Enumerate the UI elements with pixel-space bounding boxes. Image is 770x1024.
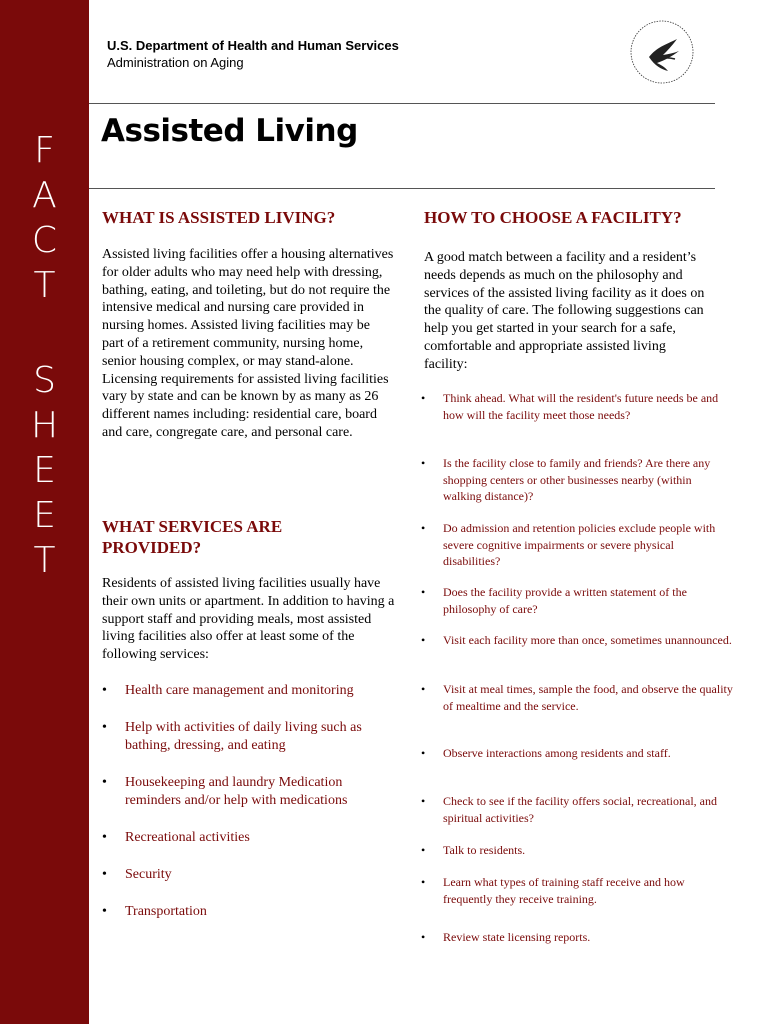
services-list — [100, 682, 400, 921]
agency-block — [107, 37, 399, 71]
letter: F — [34, 130, 55, 171]
tip-item: • Visit at meal times, sample the food, and observe the quality of mealtime and the service. — [421, 682, 733, 713]
tip-item: • Do admission and retention policies exclude people with severe cognitive impairments or severe physical disabilities? — [421, 521, 716, 568]
hhs-seal-icon — [627, 17, 697, 87]
sheet-label — [0, 358, 89, 583]
list-item: • Health care management and monitoring — [100, 682, 400, 700]
tip-item: • Observe interactions among residents and staff. — [421, 746, 671, 760]
title-rule — [89, 188, 715, 189]
tip-text: Visit each facility more than once, sometimes unannounced. — [443, 633, 732, 647]
tip-item: • Think ahead. What will the resident's future needs be and how will the facility meet those needs? — [421, 391, 719, 422]
tip-item: • Review state licensing reports. — [421, 930, 591, 944]
page-title: Assisted Living — [101, 113, 358, 149]
letter: T — [33, 265, 56, 306]
sidebar-band — [0, 0, 89, 1024]
list-item: • Recreational activities — [100, 829, 400, 847]
letter: A — [32, 175, 57, 216]
tip-text: Observe interactions among residents and staff. — [443, 746, 671, 760]
tip-text: Check to see if the facility offers social, recreational, and spiritual activities? — [443, 794, 717, 825]
agency-name: Administration on Aging — [107, 55, 244, 70]
tip-text: Is the facility close to family and friends? Are there any shopping centers or other businesses nearby (within walking distance)? — [443, 456, 711, 503]
tip-item: • Visit each facility more than once, sometimes unannounced. — [421, 633, 732, 647]
letter: C — [31, 220, 58, 261]
tip-item: • Learn what types of training staff receive and how frequently they receive training. — [421, 875, 685, 906]
list-item: • Security — [100, 866, 400, 884]
choose-paragraph: A good match between a facility and a resident’s needs depends as much on the philosophy and services of the assisted living facility as it does on the quality of care. The following suggestions can help you get started in your search for a safe, comfortable and appropriate assisted living facility: — [424, 250, 705, 372]
tip-item: • Check to see if the facility offers social, recreational, and spiritual activities? — [421, 794, 717, 825]
letter: E — [33, 450, 56, 491]
list-item: • Help with activities of daily living such as bathing, dressing, and eating — [100, 719, 400, 755]
tip-text: Learn what types of training staff receive and how frequently they receive training. — [443, 875, 685, 906]
letter: E — [33, 495, 56, 536]
section-heading-services: WHAT SERVICES ARE PROVIDED? — [102, 517, 283, 557]
tip-text: Talk to residents. — [443, 843, 526, 857]
services-paragraph: Residents of assisted living facilities usually have their own units or apartment. In addition to having a support staff and providing meals, most assisted living facilities also offer at least some of the following services: — [102, 576, 395, 663]
fact-label — [0, 128, 89, 308]
tip-text: Do admission and retention policies exclude people with severe cognitive impairments or severe physical disabilities? — [443, 521, 716, 568]
header-rule — [89, 103, 715, 104]
section-heading-choose: HOW TO CHOOSE A FACILITY? — [424, 208, 682, 227]
section-heading-what-is: WHAT IS ASSISTED LIVING? — [102, 208, 336, 227]
tip-item: • Talk to residents. — [421, 843, 526, 857]
tip-item: • Does the facility provide a written statement of the philosophy of care? — [421, 585, 687, 616]
tip-item: • Is the facility close to family and friends? Are there any shopping centers or other businesses nearby (within walking distance)? — [421, 456, 711, 503]
what-is-paragraph: Assisted living facilities offer a housing alternatives for older adults who may need help with dressing, bathing, eating, and toileting, but do not require the intensive medical and nursing care provided in nursing homes. Assisted living facilities may be part of a retirement community, nursing home, senior housing complex, or may stand-alone. Licensing requirements for assisted living facilities vary by state and can be known by as many as 26 different names including: residential care, board and care, congregate care, and personal care. — [102, 247, 394, 440]
tip-text: Does the facility provide a written statement of the philosophy of care? — [443, 585, 687, 616]
list-item: • Housekeeping and laundry Medication reminders and/or help with medications — [100, 774, 400, 810]
letter: T — [33, 540, 56, 581]
tip-text: Visit at meal times, sample the food, and observe the quality of mealtime and the service. — [443, 682, 733, 713]
tip-text: Think ahead. What will the resident's future needs be and how will the facility meet those needs? — [443, 391, 719, 422]
letter: S — [33, 360, 56, 401]
letter: H — [30, 405, 59, 446]
tip-text: Review state licensing reports. — [443, 930, 591, 944]
department-name: U.S. Department of Health and Human Services — [107, 38, 399, 53]
list-item: • Transportation — [100, 903, 400, 921]
